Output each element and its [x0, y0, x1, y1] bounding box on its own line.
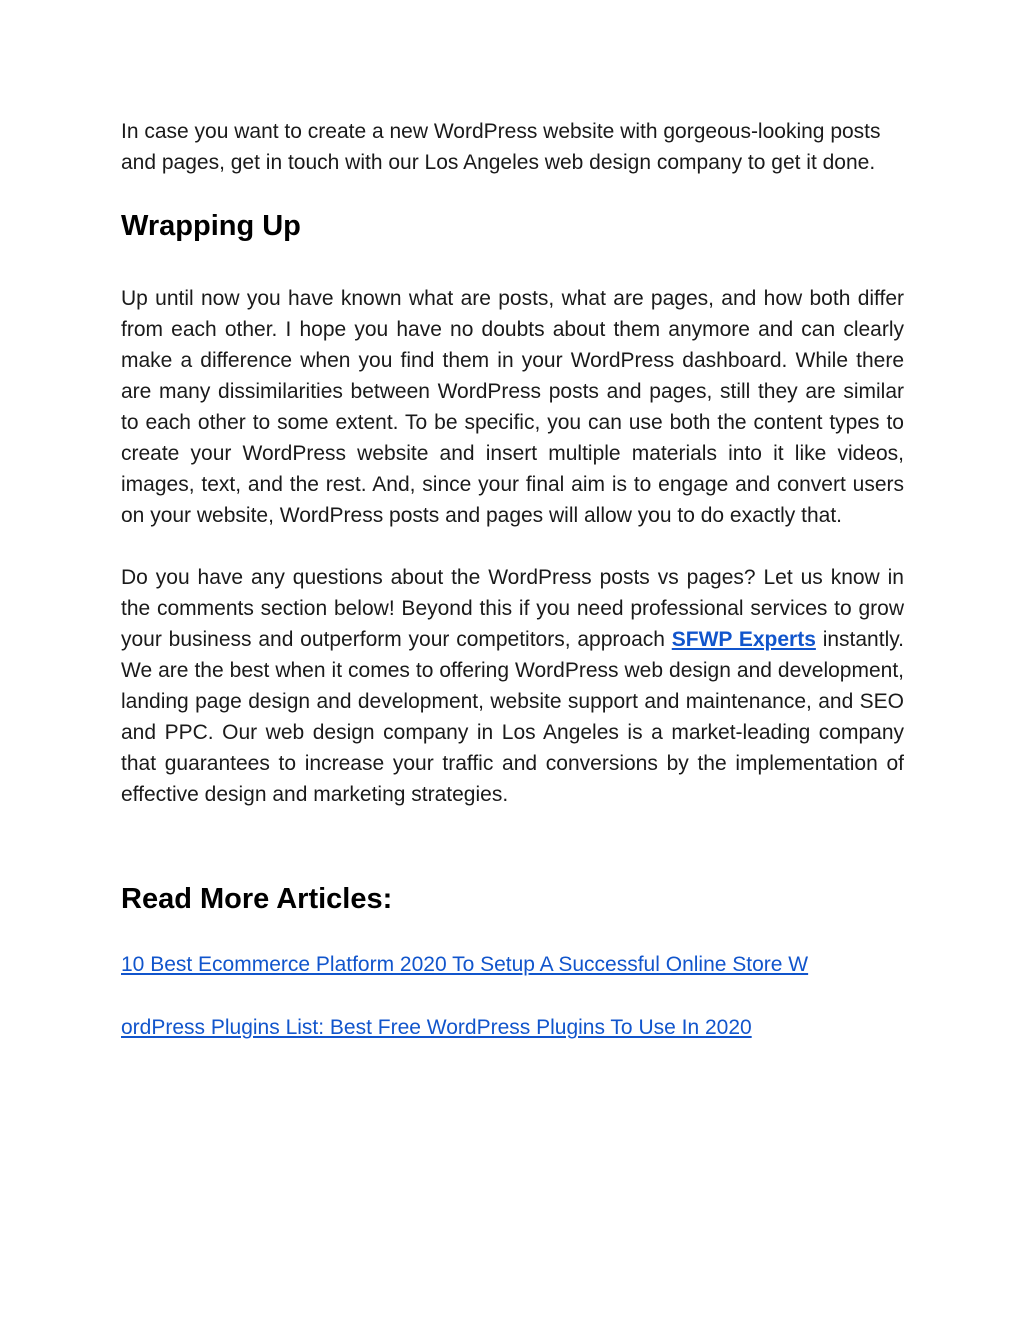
wrapping-up-paragraph: Up until now you have known what are posts, what are pages, and how both differ from each other. I hope you have no doubts about them anymore and can clearly make a difference when you find them in your WordPress dashboard. While there are many dissimilarities between WordPress posts and pages, still they are similar to each other to some extent. To be specific, you can use both the content types to create your WordPress website and insert multiple materials into it like videos, images, text, and the rest. And, since your final aim is to engage and convert users on your website, WordPress posts and pages will allow you to do exactly that.: [121, 287, 904, 527]
questions-text-after-link: instantly. We are the best when it comes to offering WordPress web design and development, landing page design and development, website support and maintenance, and SEO and PPC. Our web design company in Los Angeles is a market-leading company that guarantees to increase your traffic and conversions by the implementation of effective design and marketing strategies.: [121, 628, 905, 806]
article-link-line-2: [121, 1012, 904, 1043]
read-more-heading: Read More Articles:: [121, 883, 393, 915]
article-link-plugins[interactable]: ordPress Plugins List: Best Free WordPress Plugins To Use In 2020: [121, 1016, 752, 1039]
intro-paragraph: In case you want to create a new WordPress website with gorgeous-looking posts and pages, get in touch with our Los Angeles web design company to get it done.: [121, 120, 881, 174]
sfwp-experts-link[interactable]: SFWP Experts: [671, 628, 816, 651]
article-links: [121, 949, 904, 1043]
wrapping-up-heading: Wrapping Up: [121, 210, 301, 242]
questions-text-before-link: Do you have any questions about the WordPress posts vs pages? Let us know in the comments section below! Beyond this if you need professional services to grow your business and outperform your competitors, approach: [121, 566, 904, 651]
article-link-line-1: [121, 949, 904, 980]
document-page: [121, 116, 904, 1043]
article-link-ecommerce[interactable]: 10 Best Ecommerce Platform 2020 To Setup A Successful Online Store W: [121, 953, 809, 976]
questions-paragraph: [121, 562, 904, 810]
